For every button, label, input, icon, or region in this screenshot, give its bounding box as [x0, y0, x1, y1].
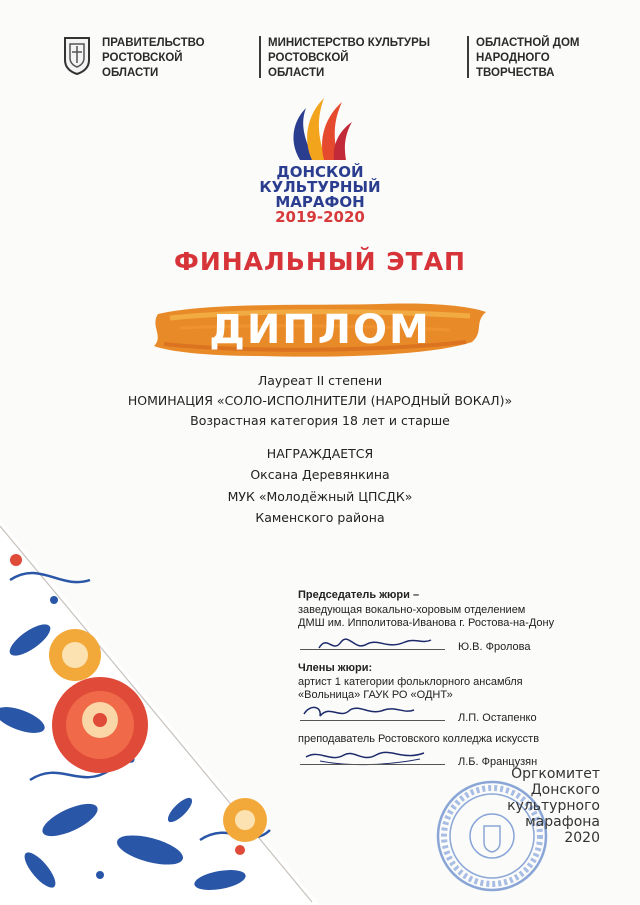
- jury-chair-title: Председатель жюри –: [298, 589, 420, 601]
- header-government: ПРАВИТЕЛЬСТВО РОСТОВСКОЙ ОБЛАСТИ: [102, 37, 205, 79]
- jury-member2-name: Л.Б. Французян: [458, 756, 538, 768]
- signature-line: [300, 764, 445, 765]
- signature-line: [300, 649, 445, 650]
- signature-line: [300, 720, 445, 721]
- member2-signature: [300, 745, 430, 769]
- header-divider: [259, 36, 261, 78]
- document-type-title: ДИПЛОМ: [209, 307, 431, 353]
- jury-member1-position-1: артист 1 категории фольклорного ансамбля: [298, 676, 523, 688]
- jury-member1-name: Л.П. Остапенко: [458, 712, 537, 724]
- header-folk-house: ОБЛАСТНОЙ ДОМ НАРОДНОГО ТВОРЧЕСТВА: [476, 37, 580, 79]
- logo-title: ДОНСКОЙ КУЛЬТУРНЫЙ МАРАФОН 2019-2020: [248, 165, 392, 225]
- recipient-awarded-label: НАГРАЖДАЕТСЯ: [266, 446, 374, 461]
- stage-title: ФИНАЛЬНЫЙ ЭТАП: [174, 247, 466, 276]
- chair-signature: [315, 632, 435, 656]
- recipient-name: Оксана Деревянкина: [250, 467, 390, 482]
- jury-member1-position-2: «Вольница» ГАУК РО «ОДНТ»: [298, 689, 453, 701]
- jury-members-title: Члены жюри:: [298, 662, 373, 674]
- folk-floral-pattern: [0, 520, 320, 905]
- award-nomination: НОМИНАЦИЯ «СОЛО-ИСПОЛНИТЕЛИ (НАРОДНЫЙ ВОКАЛ)»: [127, 393, 513, 408]
- jury-chair-position-1: заведующая вокально-хоровым отделением: [298, 604, 526, 616]
- jury-chair-name: Ю.В. Фролова: [458, 641, 531, 653]
- logo-years: 2019-2020: [275, 208, 365, 226]
- red-flower-icon: [52, 677, 148, 773]
- coat-of-arms-icon: [62, 36, 92, 76]
- header-ministry: МИНИСТЕРСТВО КУЛЬТУРЫ РОСТОВСКОЙ ОБЛАСТИ: [268, 37, 431, 79]
- award-degree: Лауреат II степени: [257, 373, 383, 388]
- marathon-flame-logo-icon: [286, 90, 356, 162]
- jury-chair-position-2: ДМШ им. Ипполитова-Иванова г. Ростова-на-Дону: [298, 617, 555, 629]
- jury-member2-position: преподаватель Ростовского колледжа искусств: [298, 733, 540, 745]
- header-divider: [467, 36, 469, 78]
- award-age-category: Возрастная категория 18 лет и старше: [190, 413, 450, 428]
- recipient-organization: МУК «Молодёжный ЦПСДК»: [227, 489, 413, 504]
- organizer-block: Оргкомитет Донского культурного марафона 2020: [507, 766, 600, 846]
- recipient-district: Каменского района: [255, 510, 385, 525]
